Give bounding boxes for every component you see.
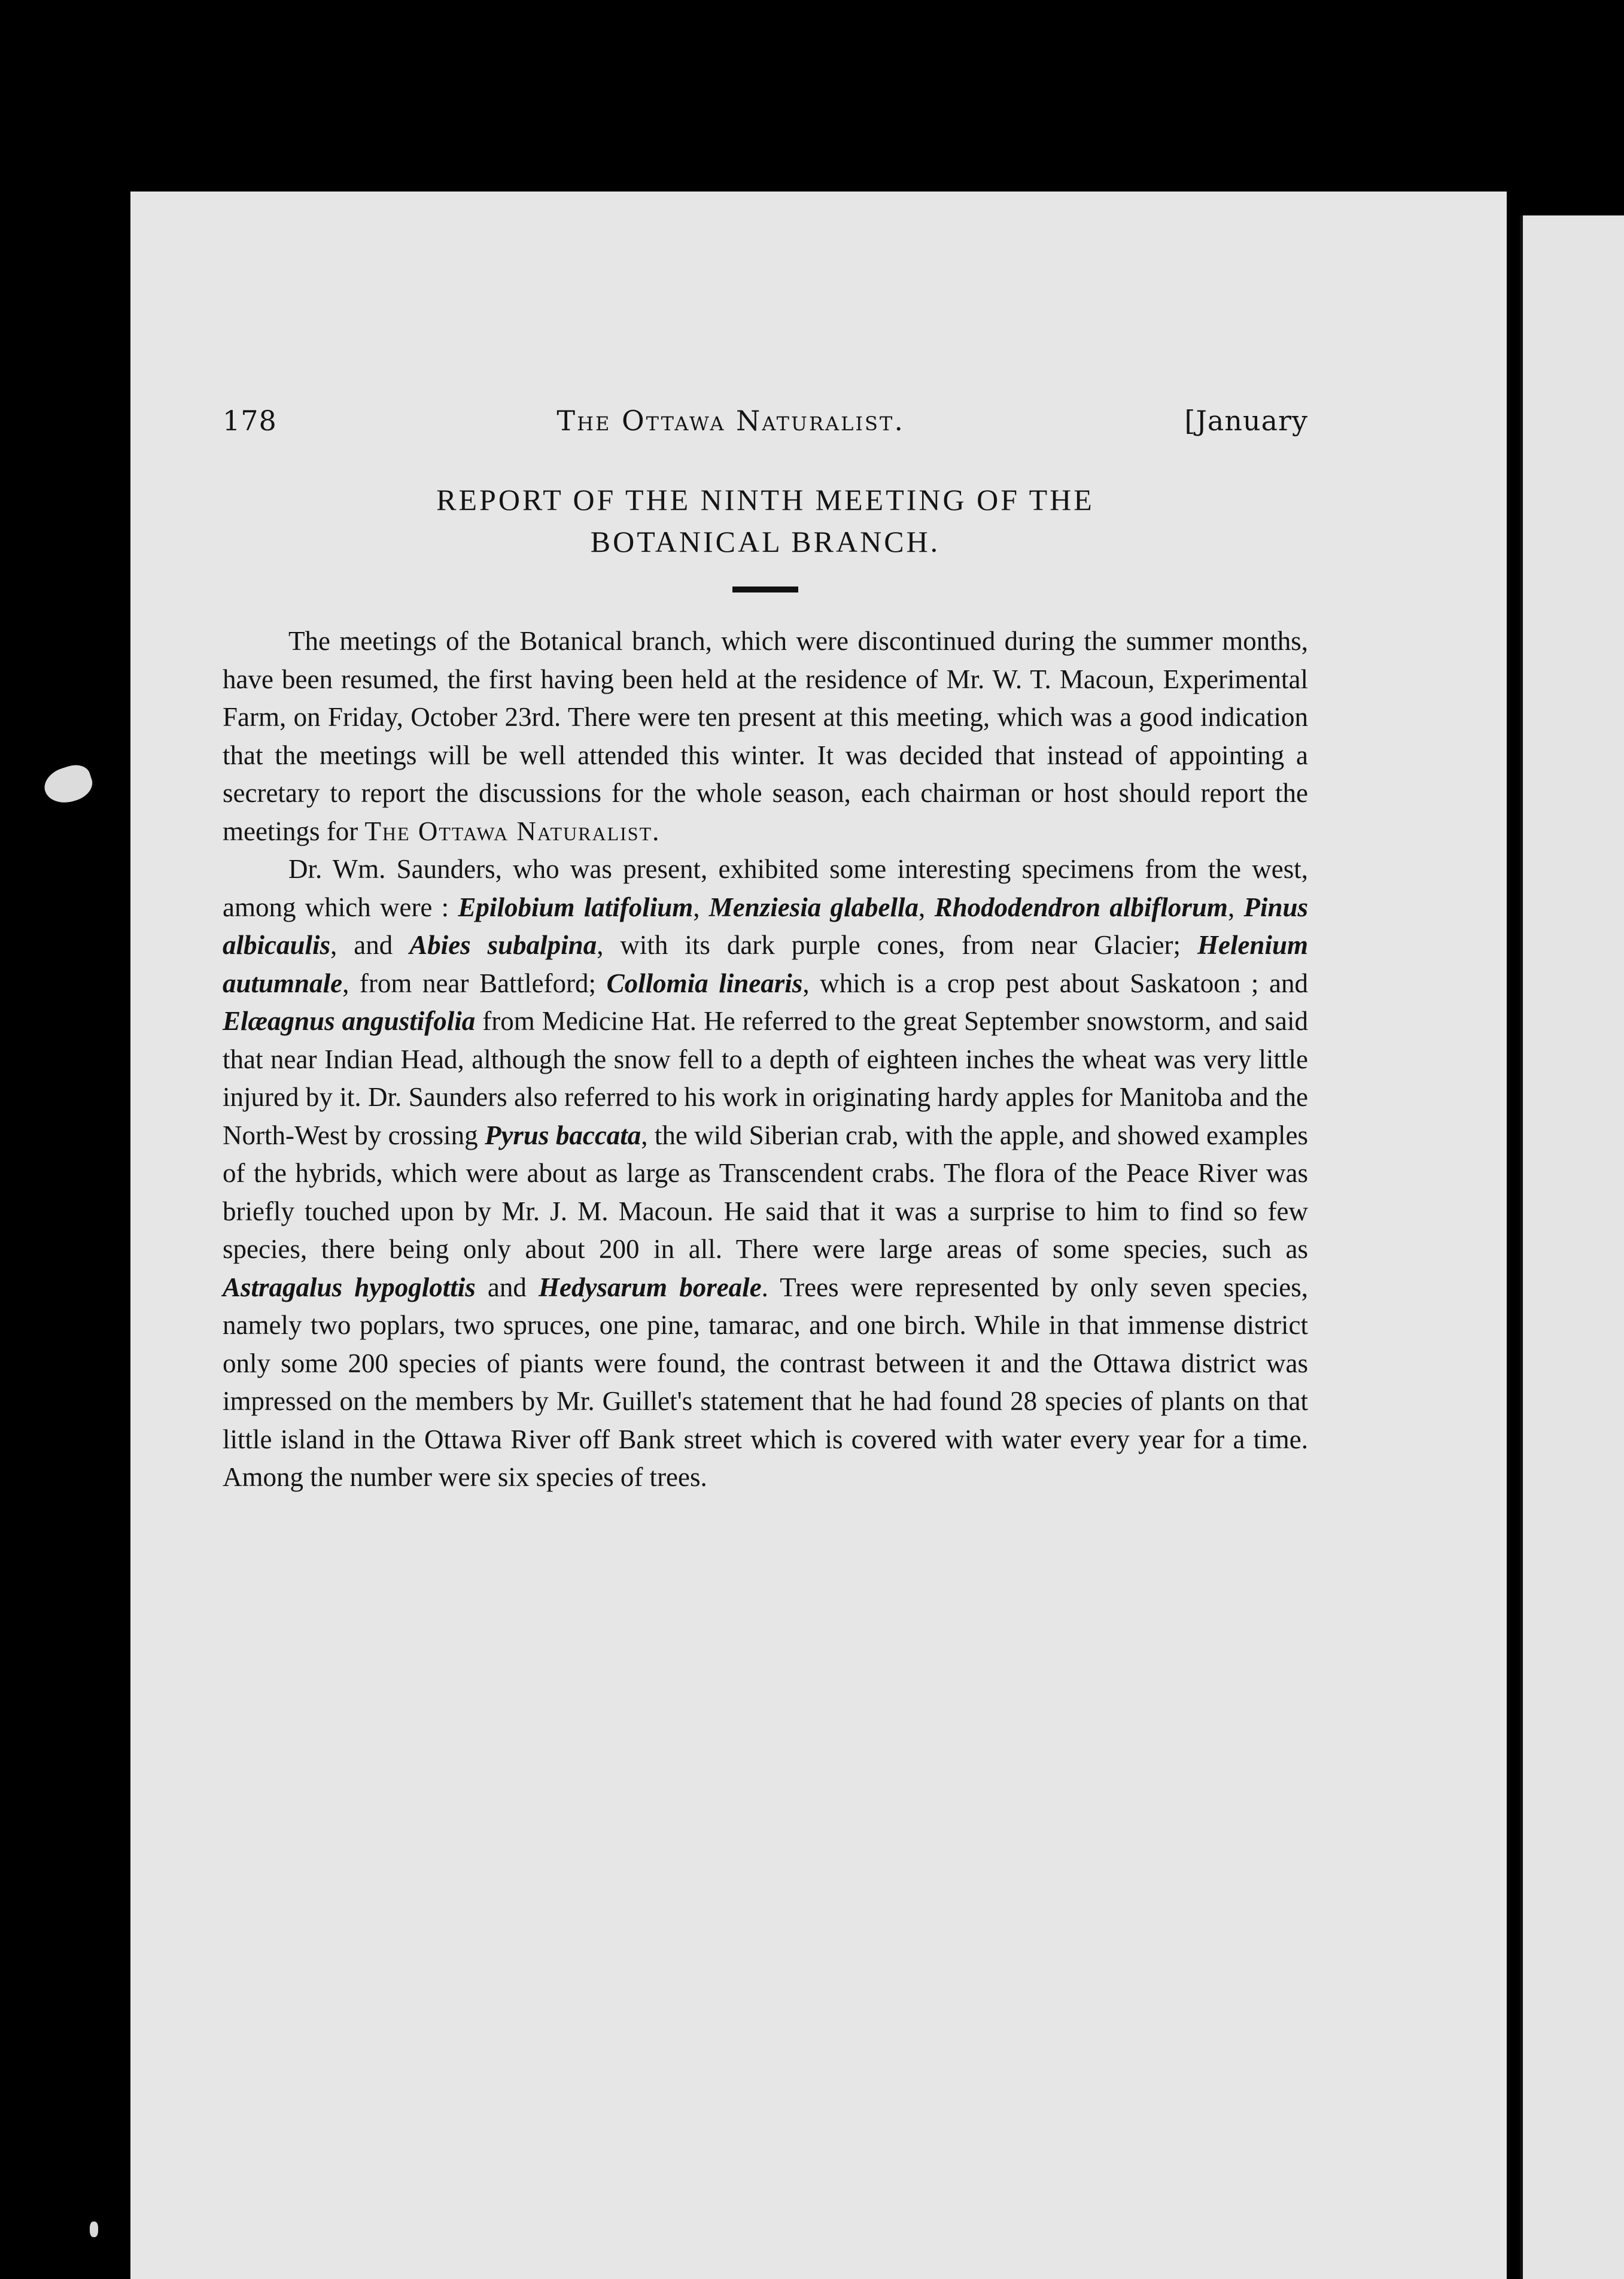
text-run: from Medicine Hat. He referred to the great September snowstorm, and said that near Indian Head, although the snow fell to a depth of eighteen inches the wheat was very little injured by it. Dr. Saunders also referred to his work in originating hardy apples for Manitoba and the North-West by crossing xyxy=(223,1006,1308,1150)
page-content xyxy=(223,405,1308,1497)
journal-reference: The Ottawa Naturalist xyxy=(364,816,653,846)
text-run: , which is a crop pest about Saskatoon ; and xyxy=(802,968,1308,998)
text-run: , and xyxy=(330,930,410,960)
article-title-line-1: REPORT OF THE NINTH MEETING OF THE xyxy=(436,483,1094,516)
paragraph-1-text: The meetings of the Botanical branch, which were discontinued during the summer months, have been resumed, the first having been held at the residence of Mr. W. T. Macoun, Experimental Farm, on Friday, October 23rd. There were ten present at this meeting, which was a good indication that the meetings will be well attended this winter. It was decided that instead of appointing a secretary to report the discussions for the whole season, each chairman or host should report the meetings for xyxy=(223,626,1308,846)
species-name: Helenium autumnale xyxy=(223,930,1308,998)
text-run: , with its dark purple cones, from near Glacier; xyxy=(597,930,1197,960)
text-run: , xyxy=(693,892,709,922)
text-run: . Trees were represented by only seven species, namely two poplars, two spruces, one pine, tamarac, and one birch. While in that immense district only some 200 species of piants were found, the contrast between it and the Ottawa district was impressed on the members by Mr. Guillet's statement that he had found 28 species of plants on that little island in the Ottawa River off Bank street which is covered with water every year for a time. Among the number were six species of trees. xyxy=(223,1272,1308,1492)
paragraph-1-end: . xyxy=(652,816,659,846)
text-run: , xyxy=(919,892,935,922)
running-head xyxy=(223,405,1308,437)
species-name: Rhododendron albiflorum xyxy=(934,892,1228,922)
species-name: Elæagnus angustifolia xyxy=(223,1006,476,1036)
page-number: 178 xyxy=(223,405,277,437)
species-name: Abies subalpina xyxy=(409,930,597,960)
title-rule xyxy=(732,587,798,592)
article-title-line-2: BOTANICAL BRANCH. xyxy=(590,525,941,558)
species-name: Pyrus baccata xyxy=(484,1120,641,1150)
facing-page-edge xyxy=(1520,215,1624,2279)
journal-title: The Ottawa Naturalist. xyxy=(556,405,905,437)
text-run: , xyxy=(1227,892,1244,922)
paragraph-2 xyxy=(223,850,1308,1497)
text-run: Dr. Wm. Saunders, who was present, exhibited some interesting specimens from the west, among which were : xyxy=(223,854,1308,922)
issue-month: [January xyxy=(1184,405,1308,437)
species-name: Hedysarum boreale xyxy=(539,1272,762,1302)
scan-speck xyxy=(90,2222,98,2237)
species-name: Menziesia glabella xyxy=(708,892,919,922)
paragraph-1 xyxy=(223,622,1308,850)
species-name: Pinus albicaulis xyxy=(223,892,1309,960)
scan-blemish xyxy=(40,761,96,809)
species-name: Astragalus hypoglottis xyxy=(223,1272,476,1302)
text-run: , the wild Siberian crab, with the apple, and showed examples of the hybrids, which were about as large as Transcendent crabs. The flora of the Peace River was briefly touched upon by Mr. J. M. Macoun. He said that it was a surprise to him to find so few species, there being only about 200 in all. There were large areas of some species, such as xyxy=(223,1120,1308,1264)
species-name: Epilobium latifolium xyxy=(458,892,694,922)
article-title xyxy=(223,479,1308,563)
text-run: and xyxy=(475,1272,539,1302)
species-name: Collomia linearis xyxy=(606,968,803,998)
text-run: , from near Battleford; xyxy=(342,968,607,998)
